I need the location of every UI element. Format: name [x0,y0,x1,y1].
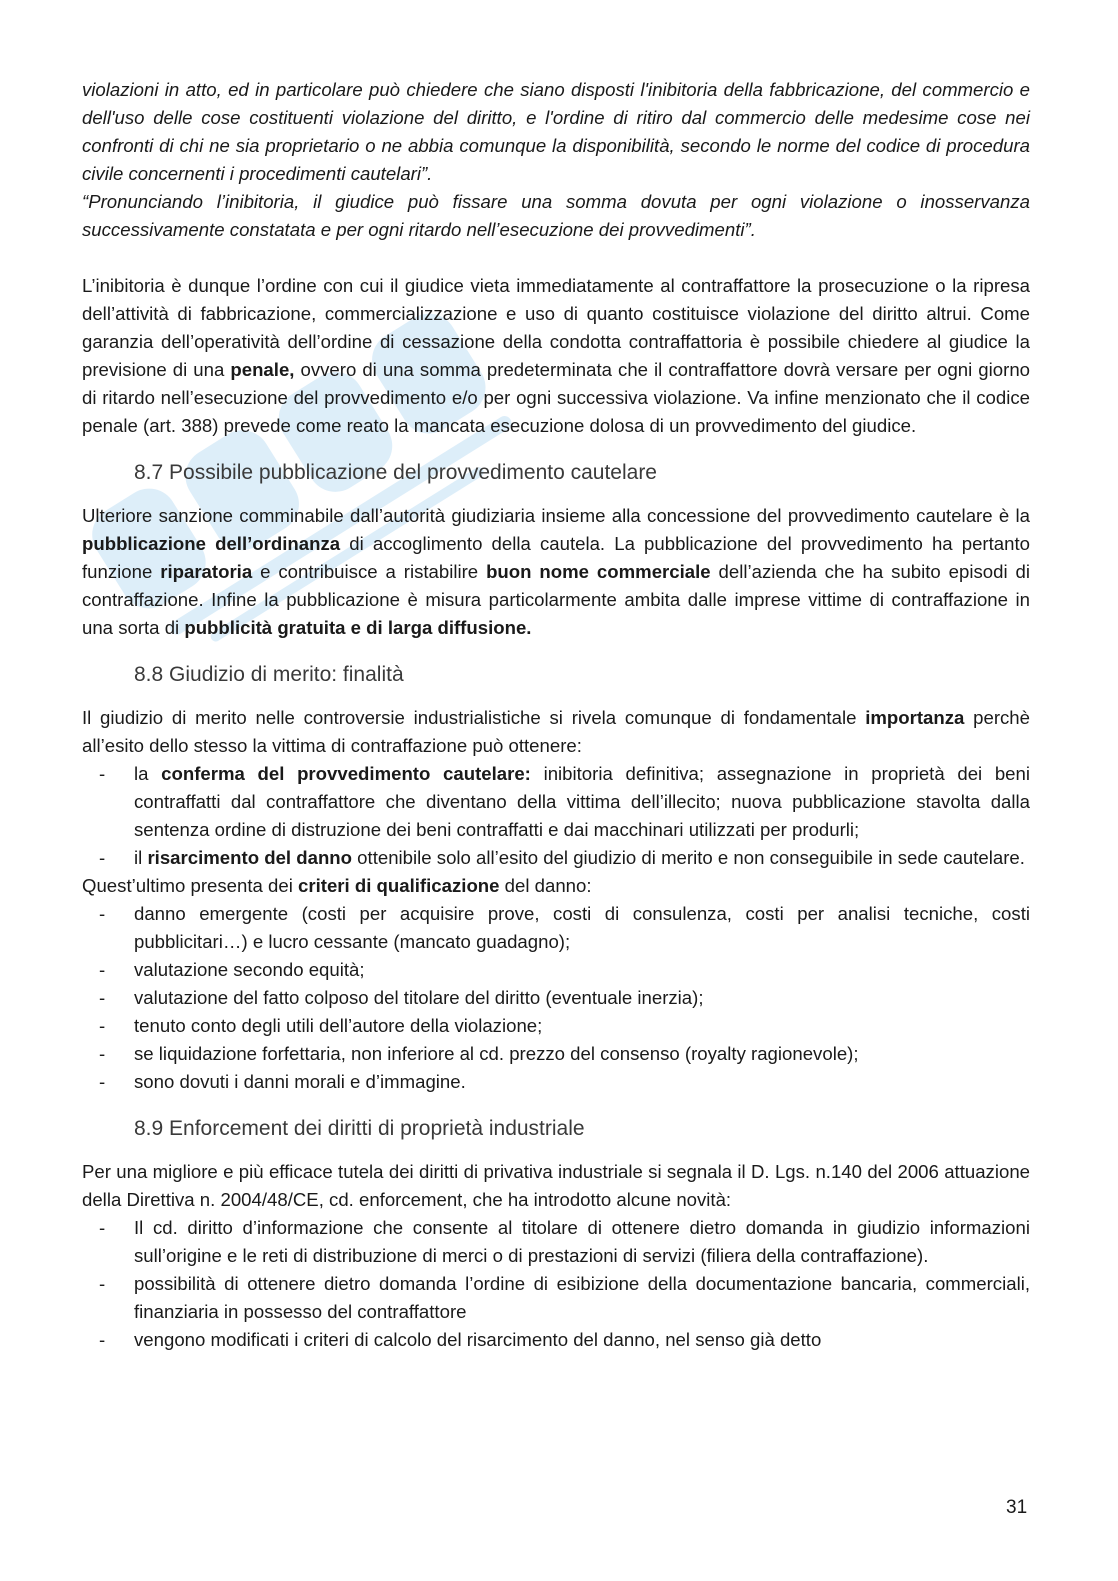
list-item: - la conferma del provvedimento cautelare: inibitoria definitiva; assegnazione in proprietà dei beni contraffatti dal contraffattore che diventano della vittima dell’illecito; nuova pubblicazione stavolta dalla sentenza ordine di distruzione dei beni contraffatti e dai macchinari utilizzati per produrli; [82,760,1030,844]
criteria-list [82,900,1030,1096]
enforcement-list [82,1214,1030,1354]
quote-paragraph-1: violazioni in atto, ed in particolare può chiedere che siano disposti l'inibitoria della fabbricazione, del commercio e dell'uso delle cose costituenti violazione del diritto, e l'ordine di ritiro dal commercio delle medesime cose nei confronti di chi ne sia proprietario o ne abbia comunque la disponibilità, secondo le norme del codice di procedura civile concernenti i procedimenti cautelari”. [82,79,1030,184]
section-8-8-intro: Il giudizio di merito nelle controversie industrialistiche si rivela comunque di fondamentale importanza perchè all’esito dello stesso la vittima di contraffazione può ottenere: [82,707,1030,756]
inibitoria-paragraph: L’inibitoria è dunque l’ordine con cui il giudice vieta immediatamente al contraffattore la prosecuzione o la ripresa dell’attività di fabbricazione, commercializzazione e uso di quanto costituisce violazione del diritto altrui. Come garanzia dell’operatività dell’ordine di cessazione della condotta contraffattoria è possibile chiedere al giudice la previsione di una penale, ovvero di una somma predeterminata che il contraffattore dovrà versare per ogni giorno di ritardo nell’esecuzione del provvedimento e/o per ogni successiva violazione. Va infine menzionato che il codice penale (art. 388) prevede come reato la mancata esecuzione dolosa di un provvedimento del giudice. [82,275,1030,436]
outcomes-list [82,760,1030,872]
list-item: - valutazione del fatto colposo del titolare del diritto (eventuale inerzia); [82,984,1030,1012]
list-item: - danno emergente (costi per acquisire prove, costi di consulenza, costi per analisi tecniche, costi pubblicitari…) e lucro cessante (mancato guadagno); [82,900,1030,956]
section-8-7-paragraph: Ulteriore sanzione comminabile dall’autorità giudiziaria insieme alla concessione del provvedimento cautelare è la pubblicazione dell’ordinanza di accoglimento della cautela. La pubblicazione del provvedimento ha pertanto funzione riparatoria e contribuisce a ristabilire buon nome commerciale dell’azienda che ha subito episodi di contraffazione. Infine la pubblicazione è misura particolarmente ambita dalle imprese vittime di contraffazione in una sorta di pubblicità gratuita e di larga diffusione. [82,505,1030,638]
section-8-9-intro: Per una migliore e più efficace tutela dei diritti di privativa industriale si segnala il D. Lgs. n.140 del 2006 attuazione della Direttiva n. 2004/48/CE, cd. enforcement, che ha introdotto alcune novità: [82,1161,1030,1210]
list-item: - Il cd. diritto d’informazione che consente al titolare di ottenere dietro domanda in giudizio informazioni sull’origine e le reti di distribuzione di merci o di prestazioni di servizi (filiera della contraffazione). [82,1214,1030,1270]
document-page [82,76,1030,1354]
list-item: - valutazione secondo equità; [82,956,1030,984]
criteria-intro: Quest’ultimo presenta dei criteri di qualificazione del danno: [82,875,592,896]
list-item: - sono dovuti i danni morali e d’immagine. [82,1068,1030,1096]
quote-paragraph-2: “Pronunciando l’inibitoria, il giudice può fissare una somma dovuta per ogni violazione o inosservanza successivamente constatata e per ogni ritardo nell’esecuzione dei provvedimenti”. [82,191,1030,240]
section-heading-8-9: 8.9 Enforcement dei diritti di proprietà industriale [134,1117,585,1140]
section-heading-8-7: 8.7 Possibile pubblicazione del provvedimento cautelare [134,461,657,484]
list-item: - il risarcimento del danno ottenibile solo all’esito del giudizio di merito e non conseguibile in sede cautelare. [82,844,1030,872]
list-item: - possibilità di ottenere dietro domanda l’ordine di esibizione della documentazione bancaria, commerciali, finanziaria in possesso del contraffattore [82,1270,1030,1326]
section-heading-8-8: 8.8 Giudizio di merito: finalità [134,663,404,686]
list-item: - se liquidazione forfettaria, non inferiore al cd. prezzo del consenso (royalty ragionevole); [82,1040,1030,1068]
list-item: - vengono modificati i criteri di calcolo del risarcimento del danno, nel senso già detto [82,1326,1030,1354]
list-item: - tenuto conto degli utili dell’autore della violazione; [82,1012,1030,1040]
page-number: 31 [1006,1497,1028,1518]
